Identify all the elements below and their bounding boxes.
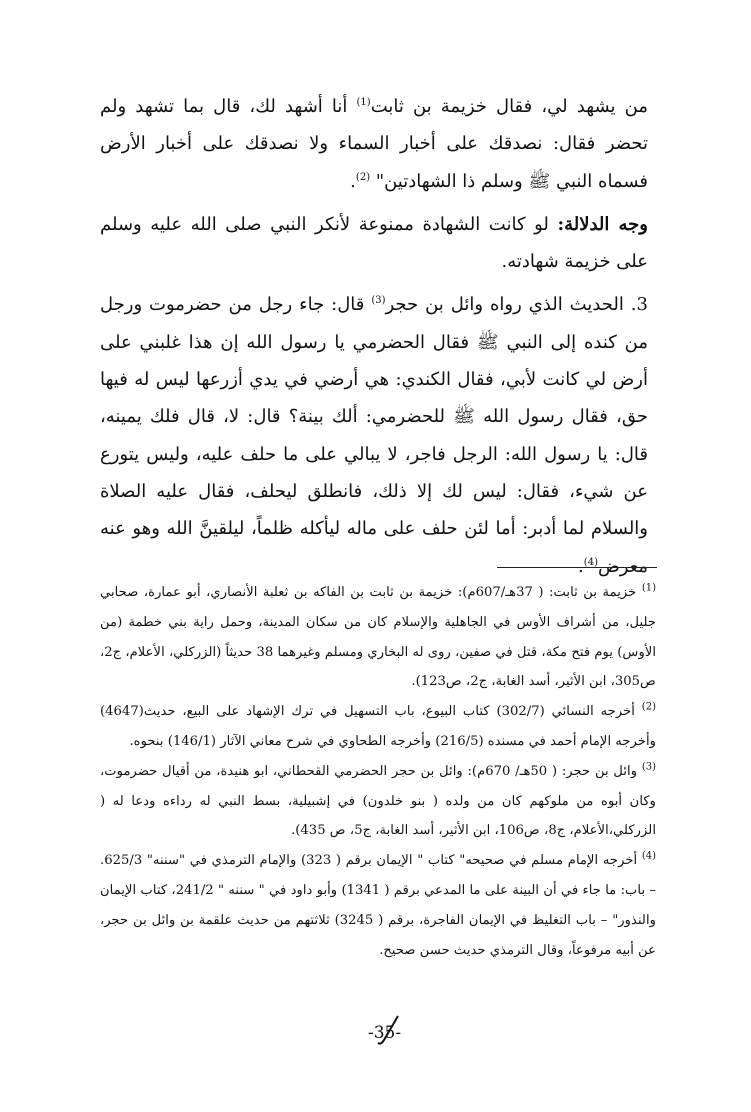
paragraph-1-end: . <box>350 170 356 192</box>
footnote-3-text: وائل بن حجر: ( 50هـ/ 670م): وائل بن حجر الحضرمي القحطاني، ابو هنيدة، من أقيال حضرموت، وكان أبوه من ملوكهم كان من ولده ( بنو خلدون) في إشبيلية، بسط النبي له رداءه ودعا له ( الزركلي،الأعلام، ج8، ص106، ابن الأثير، أسد الغابة، ج5، ص 435). <box>100 763 656 839</box>
paragraph-1-text-cont: أنا أشهد لك، قال بما تشهد ولم تحضر فقال: نصدقك على أخبار السماء ولا نصدقك على أخبار الأرض فسماه النبي ﷺ وسلم ذا الشهادتين" <box>100 96 648 192</box>
paragraph-1 <box>100 88 648 200</box>
footnote-3 <box>100 757 656 846</box>
paragraph-3 <box>100 286 648 584</box>
page-number <box>340 1010 430 1050</box>
paragraph-2 <box>100 206 648 281</box>
paragraph-1-text: من يشهد لي، فقال خزيمة بن ثابت <box>370 96 649 117</box>
footnote-ref-1: (1) <box>356 97 371 108</box>
footnote-ref-3: (3) <box>371 295 386 307</box>
page-number-text: -35- <box>368 1023 402 1043</box>
paragraph-2-text: لو كانت الشهادة ممنوعة لأنكر النبي صلى الله عليه وسلم على خزيمة شهادته. <box>100 213 648 273</box>
footnote-4 <box>100 846 656 965</box>
footnote-3-number: (3) <box>641 761 656 773</box>
footnote-ref-2: (2) <box>355 171 371 183</box>
footnote-1-text: خزيمة بن ثابت: ( 37هـ/607م): خزيمة بن ثابت بن الفاكه بن ثعلبة الأنصاري، أبو عمارة، صحابي جليل، من أشراف الأوس في الجاهلية والإسلام كان من سكان المدينة، وحمل راية بني خطمة (من الأوس) يوم فتح مكة، قتل في صفين، روى له البخاري ومسلم وغيرهما 38 حديثاً (الزركلي، الأعلام، ج2، ص305، ابن الأثير، أسد الغابة، ج2، ص123). <box>100 585 656 690</box>
footnote-4-text: أخرجه الإمام مسلم في صحيحه" كتاب " الإيمان برقم ( 323) والإمام الترمذي في "سننه" 625/3. – باب: ما جاء في أن البينة على ما المدعي برقم ( 1341) وأبو داود في " سننه " 241/2، كتاب الإيمان والنذور" – باب التغليظ في الإيمان الفاجرة، برقم ( 3245) ثلاثتهم من حديث علقمة بن وائل بن حجر، عن أبيه مرفوعاً، وقال الترمذي حديث حسن صحيح. <box>100 853 656 958</box>
paragraph-3-text: قال: جاء رجل من حضرموت ورجل من كنده إلى النبي ﷺ فقال الحضرمي يا رسول الله إن هذا غلبني على أرض لي كانت لأبي، فقال الكندي: هي أرضي في يدي أزرعها ليس له فيها حق، فقال رسول الله ﷺ للحضرمي: ألك بينة؟ قال: لا، قال فلك يمينه، قال: يا رسول الله: الرجل فاجر، لا يبالي على ما حلف عليه، وليس يتورع عن شيء، فقال: ليس لك إلا ذلك، فانطلق ليحلف، فقال عليه الصلاة والسلام لما أدبر: أما لئن حلف على ماله ليأكله ظلماً، ليلقينَّ الله وهو عنه معرض <box>100 294 648 577</box>
footnote-2-number: (2) <box>641 701 656 713</box>
paragraph-3-start: 3. الحديث الذي رواه وائل بن حجر <box>385 294 648 316</box>
footnote-2-text: أخرجه النسائي (302/7) كتاب البيوع، باب التسهيل في ترك الإشهاد على البيع، حديث(4647) وأخرجه الإمام أحمد في مسنده (216/5) وأخرجه الطحاوي في شرح معاني الآثار (146/1) بنحوه. <box>100 704 656 749</box>
footnotes <box>100 578 656 965</box>
footnote-2 <box>100 697 656 757</box>
footnote-separator <box>497 567 657 568</box>
footnote-4-number: (4) <box>641 850 656 862</box>
evidence-label: وجه الدلالة: <box>557 213 648 235</box>
pen-stroke-mark <box>340 1010 430 1050</box>
main-text <box>100 88 648 585</box>
footnote-1 <box>100 578 656 697</box>
paragraph-3-end: . <box>578 555 584 577</box>
footnote-1-number: (1) <box>641 582 656 594</box>
footnote-ref-4: (4) <box>583 556 598 568</box>
